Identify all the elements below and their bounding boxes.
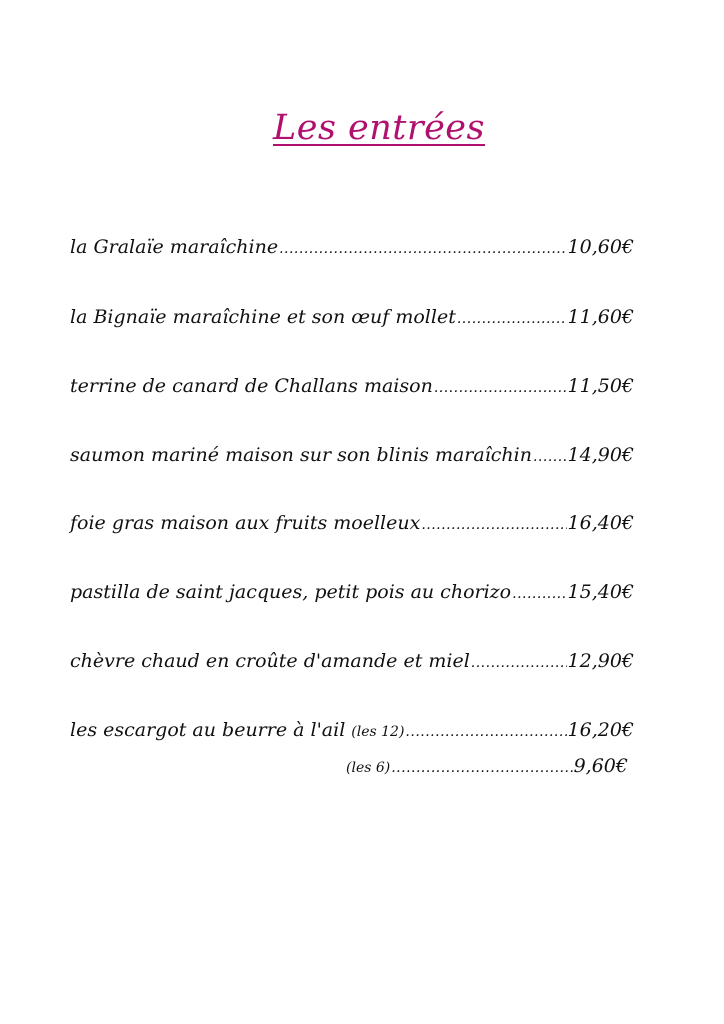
menu-item-name: la Bignaïe maraîchine et son œuf mollet xyxy=(70,306,456,328)
dot-leader xyxy=(279,241,566,257)
menu-item-price: 9,60€ xyxy=(573,755,628,777)
menu-item-name: terrine de canard de Challans maison xyxy=(70,375,433,397)
menu-sub-item xyxy=(346,755,628,777)
menu-item-price: 12,90€ xyxy=(567,650,634,672)
menu-item-name: foie gras maison aux fruits moelleux xyxy=(70,512,421,534)
menu-item xyxy=(70,236,634,258)
menu-title: Les entrées xyxy=(273,108,485,148)
menu-item-name: pastilla de saint jacques, petit pois au chorizo xyxy=(70,581,512,603)
menu-item-qualifier: (les 6) xyxy=(346,760,391,776)
menu-item-price: 16,20€ xyxy=(567,719,634,741)
dot-leader xyxy=(391,760,572,776)
menu-item-price: 10,60€ xyxy=(567,236,634,258)
dot-leader xyxy=(471,655,567,671)
menu-item-price: 16,40€ xyxy=(567,512,634,534)
menu-item xyxy=(70,444,634,466)
menu-item-qualifier: (les 12) xyxy=(351,724,405,740)
dot-leader xyxy=(434,380,567,396)
menu-item-price: 11,60€ xyxy=(567,306,634,328)
menu-item-price: 11,50€ xyxy=(567,375,634,397)
dot-leader xyxy=(512,586,566,602)
menu-item-name: saumon mariné maison sur son blinis maraîchin xyxy=(70,444,532,466)
dot-leader xyxy=(421,517,566,533)
menu-item xyxy=(70,650,634,672)
menu-item-price: 15,40€ xyxy=(567,581,634,603)
menu-item xyxy=(70,375,634,397)
menu-item-name: chèvre chaud en croûte d'amande et miel xyxy=(70,650,470,672)
dot-leader xyxy=(457,311,567,327)
menu-item-name: la Gralaïe maraîchine xyxy=(70,236,279,258)
menu-item xyxy=(70,306,634,328)
menu-item xyxy=(70,512,634,534)
dot-leader xyxy=(533,449,567,465)
menu-item xyxy=(70,719,634,741)
menu-item-price: 14,90€ xyxy=(567,444,634,466)
menu-item xyxy=(70,581,634,603)
dot-leader xyxy=(405,724,566,740)
menu-item-name: les escargot au beurre à l'ail xyxy=(70,719,346,741)
